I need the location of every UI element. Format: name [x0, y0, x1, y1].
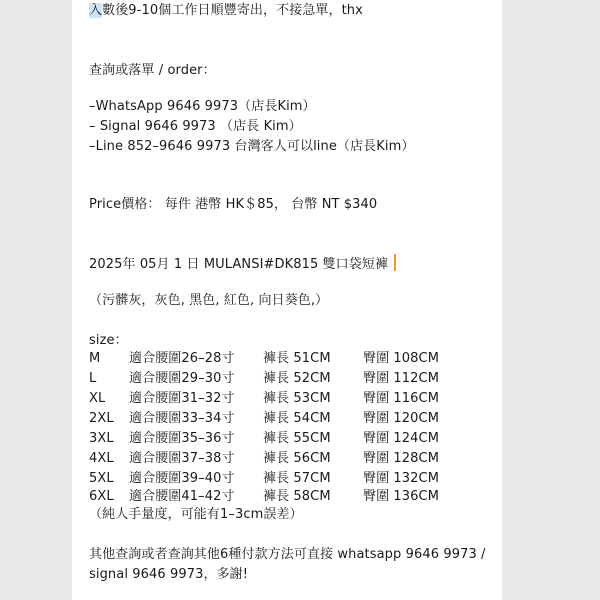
pants-length: 褲長 53CM [263, 391, 331, 406]
size-label: 2XL [89, 411, 114, 426]
pants-length: 褲長 54CM [263, 411, 331, 426]
size-label: 3XL [89, 431, 114, 446]
colors-line: （污髒灰，灰色, 黑色, 紅色, 向日葵色,） [89, 293, 329, 308]
pants-length: 褲長 58CM [263, 489, 331, 504]
pants-length: 褲長 55CM [263, 431, 331, 446]
contact-whatsapp: –WhatsApp 9646 9973（店長Kim） [89, 99, 316, 114]
waist-range: 適合腰圍29–30寸 [129, 371, 235, 386]
price-line: Price價格： 每件 港幣 HK＄85， 台幣 NT $340 [89, 197, 378, 212]
size-label: M [89, 351, 101, 366]
pants-length: 褲長 56CM [263, 451, 331, 466]
hip-size: 臀圍 116CM [363, 391, 440, 406]
pants-length: 褲長 51CM [263, 351, 331, 366]
waist-range: 適合腰圍41–42寸 [129, 489, 235, 504]
hip-size: 臀圍 132CM [363, 471, 440, 486]
hip-size: 臀圍 136CM [363, 489, 440, 504]
contact-line: –Line 852–9646 9973 台灣客人可以line（店長Kim） [89, 139, 415, 154]
contact-signal: – Signal 9646 9973 （店長 Kim） [89, 119, 302, 134]
size-label: 4XL [89, 451, 114, 466]
pants-length: 褲長 52CM [263, 371, 331, 386]
order-heading: 查詢或落單 / order： [89, 63, 216, 78]
hip-size: 臀圍 120CM [363, 411, 440, 426]
hip-size: 臀圍 112CM [363, 371, 440, 386]
shipping-note [89, 2, 363, 20]
shipping-note-text: 數後9-10個工作日順豐寄出，不接急單，thx [102, 3, 363, 18]
footer-line-2: signal 9646 9973，多謝! [89, 567, 249, 582]
footer-line-1: 其他查詢或者查詢其他6種付款方法可直接 whatsapp 9646 9973 / [89, 547, 486, 562]
waist-range: 適合腰圍33–34寸 [129, 411, 235, 426]
hip-size: 臀圍 108CM [363, 351, 440, 366]
pants-length: 褲長 57CM [263, 471, 331, 486]
waist-range: 適合腰圍31–32寸 [129, 391, 235, 406]
hip-size: 臀圍 128CM [363, 451, 440, 466]
product-line-text: 2025年 05月 1 日 MULANSI#DK815 雙口袋短褲 [89, 257, 389, 272]
size-label: XL [89, 391, 106, 406]
size-label: L [89, 371, 97, 386]
size-label: 6XL [89, 489, 114, 504]
product-line [89, 254, 396, 274]
hip-size: 臀圍 124CM [363, 431, 440, 446]
waist-range: 適合腰圍35–36寸 [129, 431, 235, 446]
measurement-note: （純人手量度，可能有1–3cm誤差） [89, 507, 303, 522]
waist-range: 適合腰圍39–40寸 [129, 471, 235, 486]
text-caret [394, 254, 396, 271]
waist-range: 適合腰圍26–28寸 [129, 351, 235, 366]
document-page [72, 0, 502, 600]
selected-text: 入 [89, 3, 103, 18]
size-heading: size： [89, 333, 128, 348]
waist-range: 適合腰圍37–38寸 [129, 451, 235, 466]
size-label: 5XL [89, 471, 114, 486]
